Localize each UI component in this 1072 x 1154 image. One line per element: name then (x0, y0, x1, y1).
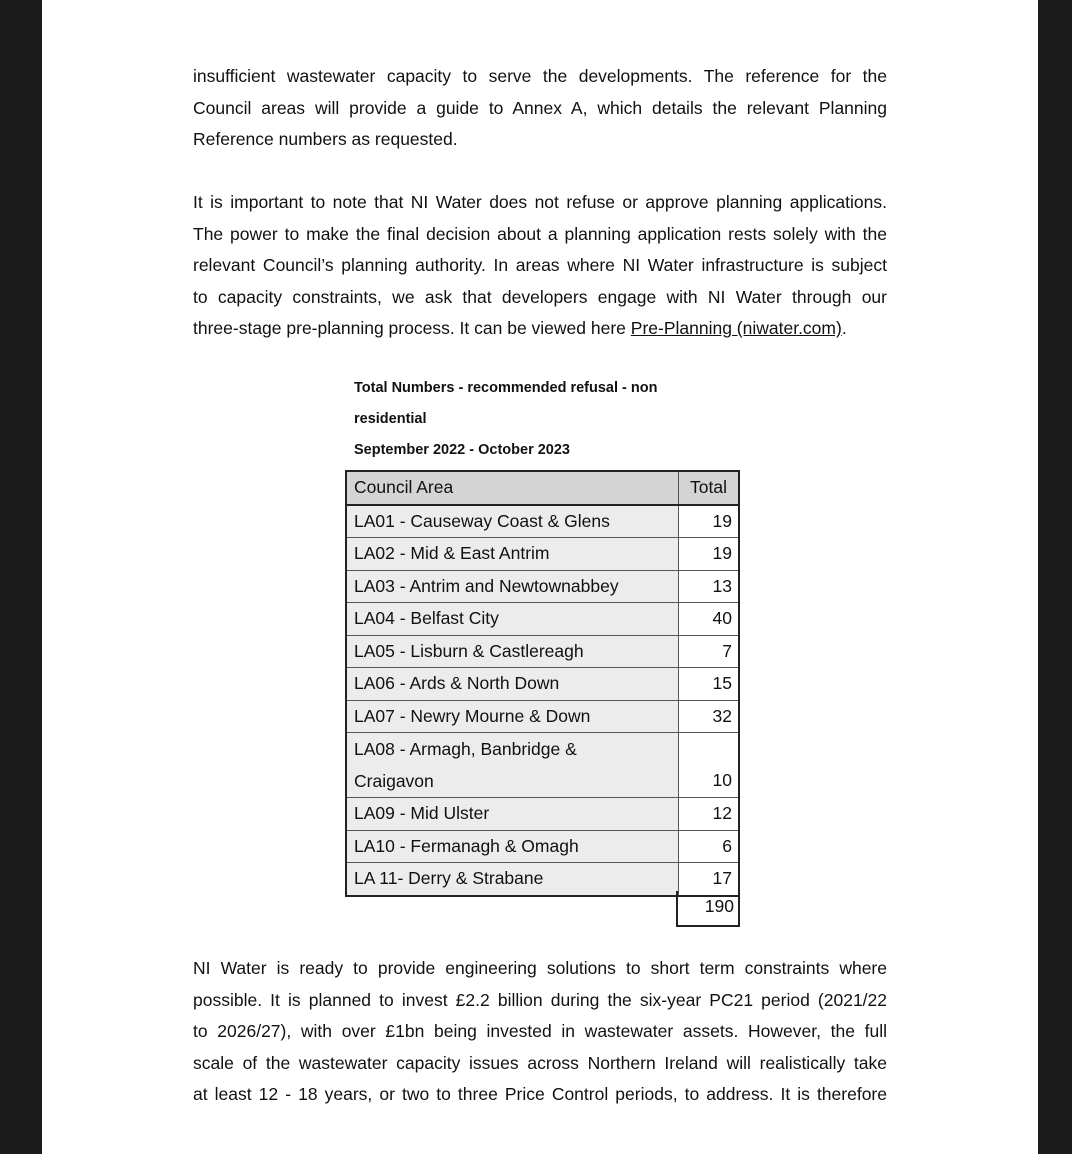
total-cell: 40 (679, 603, 740, 636)
viewer-right-edge (1038, 0, 1072, 1154)
total-cell: 13 (679, 570, 740, 603)
total-cell: 15 (679, 668, 740, 701)
table-row (346, 700, 739, 733)
total-cell: 10 (679, 733, 740, 798)
table-row (346, 538, 739, 571)
council-area-cell: LA01 - Causeway Coast & Glens (346, 505, 679, 538)
council-area-cell: LA06 - Ards & North Down (346, 668, 679, 701)
text-line: at least 12 - 18 years, or two to three Price Control periods, to address. It is therefore (193, 1084, 887, 1105)
text-line (193, 313, 887, 345)
table-row (346, 798, 739, 831)
table-title-line2: residential (354, 411, 427, 427)
table-row (346, 668, 739, 701)
council-area-cell: LA05 - Lisburn & Castlereagh (346, 635, 679, 668)
council-area-cell: LA09 - Mid Ulster (346, 798, 679, 831)
text-line: relevant Council’s planning authority. In areas where NI Water infrastructure is subject (193, 255, 887, 276)
total-cell: 12 (679, 798, 740, 831)
total-cell: 19 (679, 538, 740, 571)
council-area-line1: LA08 - Armagh, Banbridge & (354, 739, 577, 759)
council-area-cell: LA04 - Belfast City (346, 603, 679, 636)
paragraph-investment (193, 953, 887, 1111)
table-row (346, 570, 739, 603)
council-area-cell: LA 11- Derry & Strabane (346, 863, 679, 896)
text-line: Council areas will provide a guide to Annex A, which details the relevant Planning (193, 97, 887, 118)
text-line-suffix: . (841, 318, 847, 339)
text-line: scale of the wastewater capacity issues across Northern Ireland will realistically take (193, 1052, 887, 1073)
column-header-council-area: Council Area (346, 471, 679, 505)
text-line: possible. It is planned to invest £2.2 billion during the six-year PC21 period (2021/22 (193, 989, 887, 1010)
table-period: September 2022 - October 2023 (354, 442, 570, 458)
table-row (346, 505, 739, 538)
pre-planning-link[interactable]: Pre-Planning (niwater.com) (630, 318, 842, 339)
paragraph-planning-note (193, 187, 887, 345)
text-line: NI Water is ready to provide engineering solutions to short term constraints where (193, 958, 887, 978)
council-area-cell: LA02 - Mid & East Antrim (346, 538, 679, 571)
total-cell: 17 (679, 863, 740, 896)
council-area-cell: LA10 - Fermanagh & Omagh (346, 830, 679, 863)
total-cell: 6 (679, 830, 740, 863)
council-area-cell (346, 733, 679, 798)
council-area-cell: LA07 - Newry Mourne & Down (346, 700, 679, 733)
text-line: The power to make the final decision about a planning application rests solely with the (193, 223, 887, 244)
paragraph-capacity-reference (193, 61, 887, 156)
table-row (346, 635, 739, 668)
text-line: It is important to note that NI Water does not refuse or approve planning applications. (193, 192, 887, 212)
refusals-table (345, 470, 740, 897)
total-cell: 7 (679, 635, 740, 668)
table-row (346, 603, 739, 636)
text-line: to capacity constraints, we ask that developers engage with NI Water through our (193, 286, 887, 307)
table-header-row (346, 471, 739, 505)
text-line: Reference numbers as requested. (193, 129, 458, 150)
document-page (42, 0, 1038, 1154)
council-area-cell: LA03 - Antrim and Newtownabbey (346, 570, 679, 603)
text-line: to 2026/27), with over £1bn being invested in wastewater assets. However, the full (193, 1021, 887, 1042)
table-row (346, 733, 739, 798)
text-line-prefix: three-stage pre-planning process. It can be viewed here (193, 318, 631, 339)
table-row (346, 830, 739, 863)
grand-total-cell: 190 (676, 891, 740, 927)
total-cell: 19 (679, 505, 740, 538)
text-line: insufficient wastewater capacity to serve the developments. The reference for the (193, 66, 887, 86)
table-title-line1: Total Numbers - recommended refusal - non (354, 380, 658, 396)
column-header-total: Total (679, 471, 740, 505)
total-cell: 32 (679, 700, 740, 733)
council-area-line2: Craigavon (354, 771, 434, 791)
